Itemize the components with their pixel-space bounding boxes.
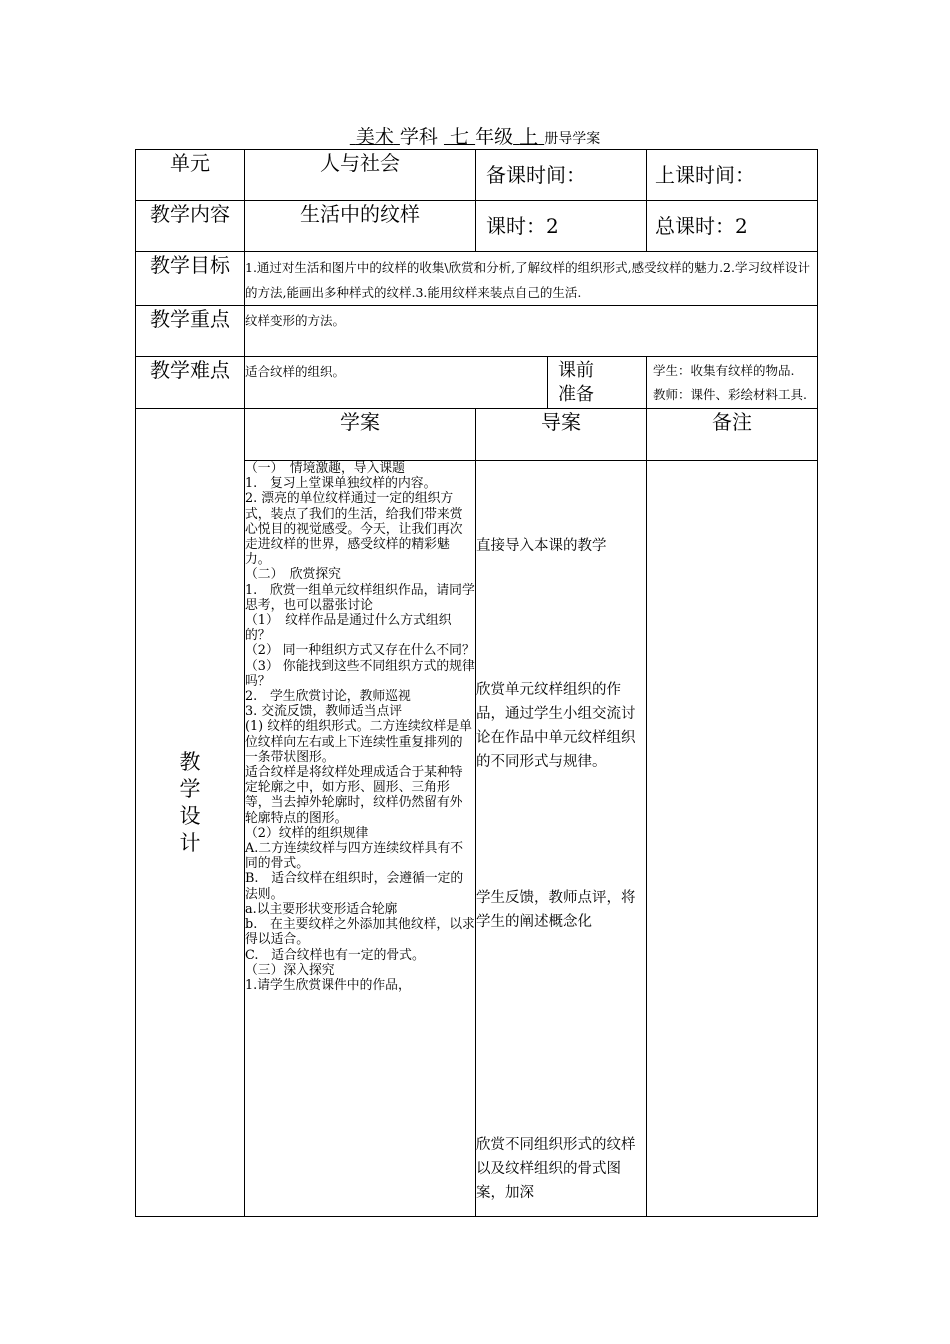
key-value: 纹样变形的方法。: [245, 306, 818, 357]
xuean-line: B. 适合纹样在组织时，会遵循一定的法则。: [245, 871, 464, 902]
daoan-block: 学生反馈，教师点评，将学生的阐述概念化: [476, 890, 636, 930]
xuean-line: （2） 同一种组织方式又存在什么不同？: [245, 643, 475, 659]
volume: 上: [519, 126, 539, 148]
subject: 美术: [355, 126, 394, 148]
xuean-line: 适合纹样是将纹样处理成适合于某种特定轮廓之中，如方形、圆形、三角形等，当去掉外轮廓时，纹样仍然留有外轮廓特点的图形。: [245, 765, 463, 826]
prep-detail: [647, 357, 818, 409]
xuean-line: 1. 欣赏一组单元纹样组织作品，请同学思考，也可以嚣张讨论: [245, 582, 475, 613]
volume-suffix: 册导学案: [544, 131, 601, 147]
xuean-line: (1) 纹样的组织形式。二方连续纹样是单位纹样向左右或上下连续性重复排列的一条带状图形。: [245, 719, 472, 765]
design-char: 设: [179, 803, 201, 828]
xuean-line: a.以主要形状变形适合轮廓: [245, 901, 398, 917]
prep-label-line-2: 准备: [558, 384, 594, 405]
xuean-line: （一） 情境激趣，导入课题: [245, 461, 405, 476]
design-char: 计: [179, 830, 201, 855]
xuean-line: （3） 你能找到这些不同组织方式的规律吗？: [245, 658, 475, 689]
design-char: 教: [179, 749, 201, 774]
xuean-line: 2. 学生欣赏讨论，教师巡视: [245, 689, 411, 705]
daoan-block: 欣赏单元纹样组织的作品，通过学生小组交流讨论在作品中单元纹样组织的不同形式与规律。: [476, 682, 636, 770]
daoan-content: [476, 461, 647, 1217]
xuean-content: [245, 461, 476, 1217]
prep-student: 学生：收集有纹样的物品.: [653, 363, 795, 378]
prep-teacher: 教师：课件、彩绘材料工具.: [653, 387, 807, 402]
total-period-label: 总课时：2: [647, 201, 818, 252]
prep-label: [548, 357, 647, 409]
col-xuean: 学案: [245, 409, 476, 461]
xuean-line: 2. 漂亮的单位纹样通过一定的组织方式，装点了我们的生活，给我们带来赏心悦目的视觉感受。今天，让我们再次走进纹样的世界，感受纹样的精彩魅力。: [245, 491, 463, 568]
goal-value: 1.通过对生活和图片中的纹样的收集\欣赏和分析,了解纹样的组织形式,感受纹样的魅力.2.学习纹样设计的方法,能画出多种样式的纹样.3.能用纹样来装点自己的生活.: [245, 252, 818, 306]
prep-label-line-1: 课前: [558, 360, 594, 381]
difficulty-label: 教学难点: [136, 357, 245, 409]
xuean-line: （三）深入探究: [245, 962, 335, 978]
grade-suffix: 年级: [475, 126, 514, 148]
xuean-line: 1.请学生欣赏课件中的作品，: [245, 977, 411, 993]
unit-value: 人与社会: [245, 150, 476, 201]
xuean-line: A.二方连续纹样与四方连续纹样具有不同的骨式。: [245, 841, 464, 872]
col-beizhu: 备注: [647, 409, 818, 461]
xuean-line: （1） 纹样作品是通过什么方式组织的？: [245, 613, 452, 644]
subject-suffix: 学科: [399, 126, 438, 148]
design-char: 学: [179, 776, 201, 801]
prep-time-label: 备课时间：: [476, 150, 647, 201]
daoan-block: 欣赏不同组织形式的纹样以及纹样组织的骨式图案，加深: [476, 1137, 636, 1201]
xuean-line: （2）纹样的组织规律: [245, 825, 369, 841]
beizhu-content: [647, 461, 818, 1217]
goal-label: 教学目标: [136, 252, 245, 306]
grade: 七: [450, 126, 470, 148]
col-daoan: 导案: [476, 409, 647, 461]
xuean-line: 1. 复习上堂课单独纹样的内容。: [245, 476, 437, 492]
lesson-plan-table: [135, 149, 818, 1217]
document-title: [0, 126, 950, 150]
design-label-chars: [178, 749, 202, 857]
period-label: 课时：2: [476, 201, 647, 252]
class-time-label: 上课时间：: [647, 150, 818, 201]
xuean-line: C. 适合纹样也有一定的骨式。: [245, 947, 425, 963]
xuean-line: （二） 欣赏探究: [245, 567, 341, 583]
unit-label: 单元: [136, 150, 245, 201]
design-label: [136, 409, 245, 1217]
xuean-line: b. 在主要纹样之外添加其他纹样，以求得以适合。: [245, 917, 475, 948]
daoan-block: 直接导入本课的教学: [476, 538, 607, 554]
difficulty-value: 适合纹样的组织。: [245, 357, 548, 409]
content-label: 教学内容: [136, 201, 245, 252]
xuean-line: 3. 交流反馈，教师适当点评: [245, 704, 403, 720]
content-value: 生活中的纹样: [245, 201, 476, 252]
key-label: 教学重点: [136, 306, 245, 357]
